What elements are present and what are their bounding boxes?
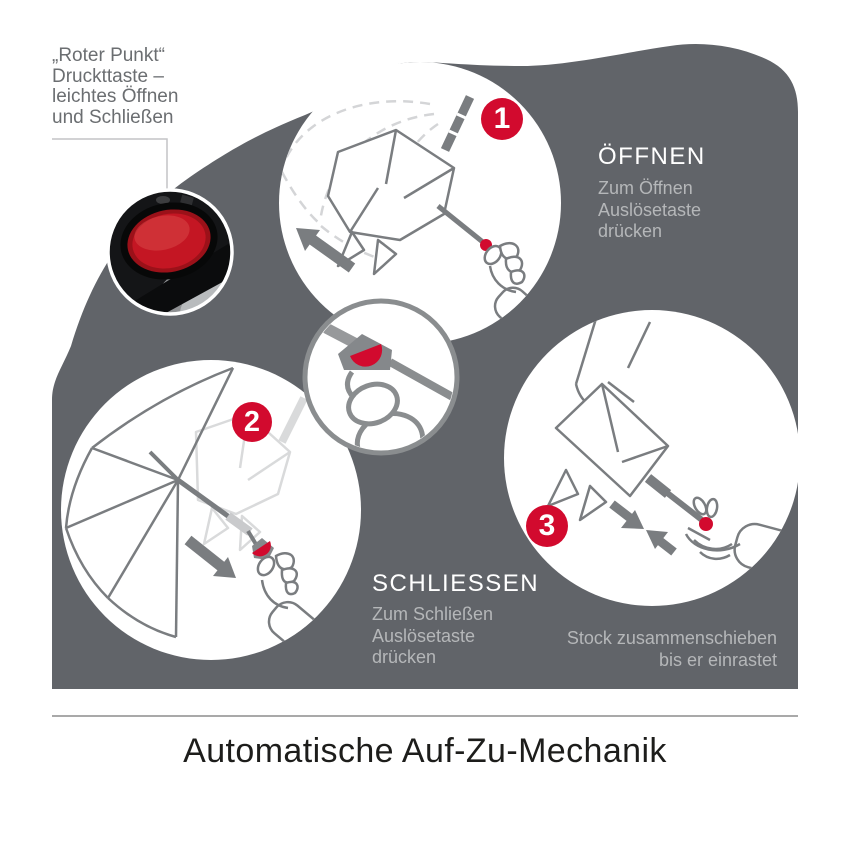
separator-line [52,715,798,717]
step2-badge [232,402,272,442]
annotation-line: „Roter Punkt“ [52,45,165,66]
open-instruction-line: drücken [598,221,663,241]
close-heading: SCHLIESSEN [372,570,540,597]
annotation-line: Druckttaste – [52,65,164,87]
annotation-line: und Schließen [52,106,174,128]
step1-number: 1 [493,102,511,135]
collapse-instruction-line: bis er einrastet [658,649,777,670]
annotation-line: leichtes Öffnen [52,86,179,108]
open-instructions [598,178,701,243]
open-heading: ÖFFNEN [598,143,706,170]
step2-number: 2 [243,405,261,438]
page-title: Automatische Auf-Zu-Mechanik [183,732,667,770]
annotation-text [52,46,178,128]
collapse-instruction-line: Stock zusammenschieben [566,628,777,648]
close-instruction-line: drücken [372,647,437,667]
collapse-instructions [567,628,777,671]
close-instructions [372,604,493,669]
step3-number: 3 [538,509,556,542]
close-instruction-line: Auslösetaste [372,625,476,646]
release-button-dot [699,517,713,531]
open-instruction-line: Zum Öffnen [598,178,693,198]
step1-badge [481,98,523,140]
step3-badge [526,505,568,547]
open-instruction-line: Auslösetaste [598,199,702,220]
connector-line [52,139,167,192]
close-instruction-line: Zum Schließen [372,604,494,624]
